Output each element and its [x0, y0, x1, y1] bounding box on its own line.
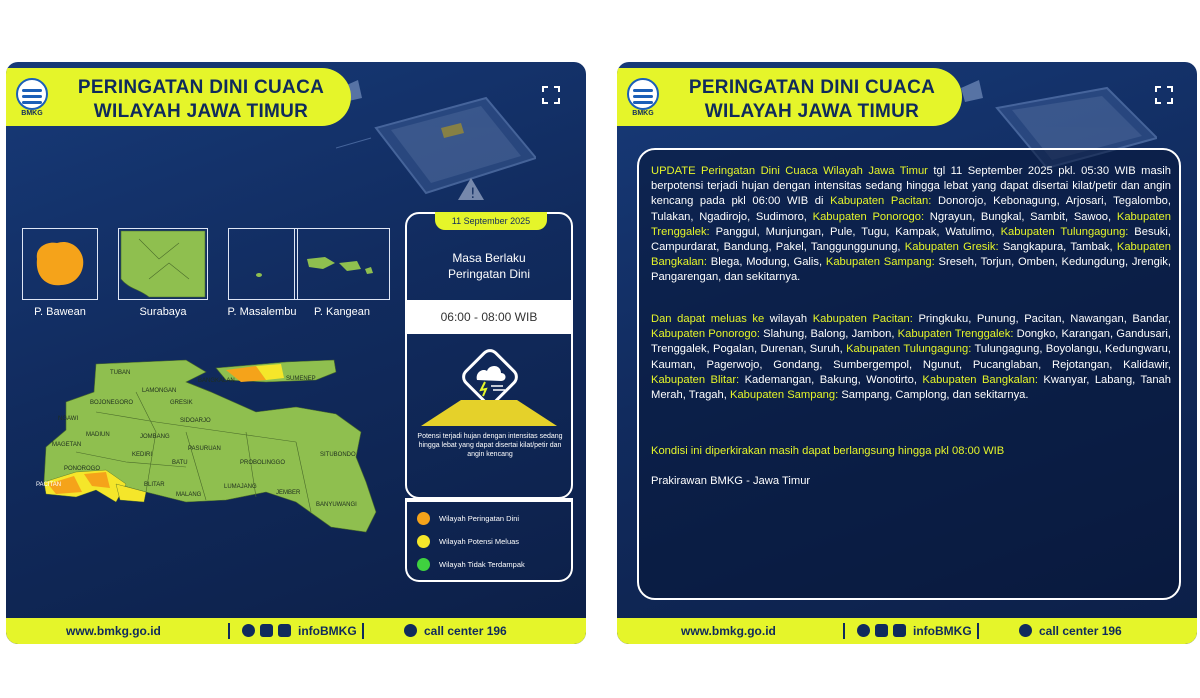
highlight-text: Kabupaten Ponorogo: [812, 210, 925, 223]
region-label: GRESIK [170, 400, 193, 406]
inset-label: P. Masalembu [227, 306, 297, 318]
website-link[interactable]: www.bmkg.go.id [681, 624, 776, 638]
inset-label: P. Kangean [313, 306, 371, 318]
region-label: LUMAJANG [224, 484, 257, 490]
region-label: PROBOLINGGO [240, 460, 286, 466]
inset-label: P. Bawean [34, 306, 86, 318]
youtube-icon[interactable] [278, 624, 291, 637]
region-label: SITUBONDO [320, 452, 356, 458]
region-label: JOMBANG [140, 434, 170, 440]
body-text: Sampang, Camplong, dan sekitarnya. [838, 389, 1029, 402]
call-center[interactable]: call center 196 [424, 624, 507, 638]
website-link[interactable]: www.bmkg.go.id [66, 624, 161, 638]
highlight-text: Kabupaten Pacitan: [830, 195, 932, 208]
light-beam [421, 400, 557, 426]
body-text: wilayah [764, 313, 813, 325]
inset-bawean [22, 228, 98, 300]
expand-icon[interactable] [1155, 86, 1173, 104]
highlight-text: UPDATE Peringatan Dini Cuaca Wilayah Jawa Timur [651, 165, 928, 177]
date-badge: 11 September 2025 [435, 212, 547, 230]
social-handle[interactable]: infoBMKG [913, 624, 972, 638]
body-text: Panggul, Munjungan, Pule, Tugu, Kampak, Watulimo, [709, 225, 1001, 238]
potential-description: Potensi terjadi hujan dengan intensitas sedang hingga lebat yang dapat disertai kilat/petir dan angin kencang [417, 433, 563, 458]
highlight-text: Kabupaten Bangkalan: [922, 373, 1038, 386]
highlight-text: Kabupaten Trenggalek: [651, 210, 1171, 238]
highlight-text: Kabupaten Blitar: [651, 373, 740, 386]
region-label: LAMONGAN [142, 388, 177, 394]
highlight-text: Kabupaten Tulungagung: [846, 343, 972, 356]
facebook-icon[interactable] [242, 624, 255, 637]
body-text: Pringkuku, Punung, Pacitan, Nawangan, Bandar, [912, 313, 1171, 325]
highlight-text: Kabupaten Bangkalan: [651, 241, 1171, 269]
body-text: Donorojo, Kebonagung, Arjosari, Tegalombo, Tulakan, Ngadirojo, Sudimoro, [651, 195, 1171, 223]
region-label: JEMBER [276, 490, 301, 496]
body-text: Ngrayun, Bungkal, Sambit, Sawoo, [924, 210, 1117, 223]
region-label: SUMENEP [286, 376, 316, 382]
legend-dot-yellow [417, 535, 430, 548]
phone-icon [404, 624, 417, 637]
body-text: Blega, Modung, Galis, [706, 256, 826, 269]
inset-surabaya [118, 228, 208, 300]
region-label: KEDIRI [132, 452, 153, 458]
call-center[interactable]: call center 196 [1039, 624, 1122, 638]
highlight-text: Kabupaten Gresik: [904, 241, 999, 254]
legend-dot-green [417, 558, 430, 571]
instagram-icon[interactable] [875, 624, 888, 637]
signature: Prakirawan BMKG - Jawa Timur [651, 475, 811, 487]
facebook-icon[interactable] [857, 624, 870, 637]
bmkg-logo: BMKG [14, 78, 50, 124]
page-title: PERINGATAN DINI CUACA WILAYAH JAWA TIMUR [77, 77, 325, 122]
region-label: SIDOARJO [180, 418, 211, 424]
body-text: Kademangan, Bakung, Wonotirto, [739, 373, 923, 386]
body-text: Dongko, Karangan, Gandusari, Trenggalek, Pogalan, Durenan, Suruh, [651, 328, 1171, 356]
body-text: tgl 11 September 2025 pkl. 05:30 WIB masih berpotensi terjadi hujan dengan intensitas sedang hingga lebat yang dapat disertai kilat/petir dan angin kencang pada pkl 06:00 WIB di [651, 165, 1171, 208]
body-text: Sreseh, Torjun, Omben, Kedungdung, Jrengik, Pangarengan, dan sekitarnya. [651, 256, 1172, 284]
warning-text-panel [637, 148, 1181, 600]
footer-bar [6, 618, 586, 644]
expand-icon[interactable] [542, 86, 560, 104]
highlight-text: Kabupaten Sampang: [825, 256, 935, 269]
title-banner [6, 68, 351, 126]
region-label: PACITAN [36, 482, 62, 488]
region-label: MALANG [176, 492, 202, 498]
phone-icon [1019, 624, 1032, 637]
map-legend: Wilayah Peringatan Dini Wilayah Potensi Meluas Wilayah Tidak Terdampak [405, 498, 573, 582]
region-label: TUBAN [110, 370, 131, 376]
body-text: Sangkapura, Tambak, [998, 241, 1117, 254]
highlight-text: Kabupaten Pacitan: [812, 313, 913, 325]
region-label: PONOROGO [64, 466, 101, 472]
region-label: BANGKALAN [198, 378, 235, 384]
validity-panel [405, 212, 573, 499]
body-text: Tulungagung, Boyolangu, Kedungwaru, Kauman, Pagerwojo, Gondang, Sumbergempol, Ngunut, Pucanglaban, Rejotangan, Kalidawir, [651, 343, 1171, 371]
validity-time: 06:00 - 08:00 WIB [405, 300, 573, 334]
svg-text:!: ! [470, 186, 476, 202]
highlight-text: Kabupaten Tulungagung: [1000, 225, 1129, 238]
title-banner [617, 68, 962, 126]
region-label: BANYUWANGI [316, 502, 357, 508]
social-handle[interactable]: infoBMKG [298, 624, 357, 638]
inset-masalembu [228, 228, 298, 300]
region-label: BOJONEGORO [90, 400, 134, 406]
bmkg-logo: BMKG [625, 78, 661, 124]
duration-note: Kondisi ini diperkirakan masih dapat berlangsung hingga pkl 08:00 WIB [651, 445, 1005, 457]
tablet-illustration [336, 68, 536, 218]
youtube-icon[interactable] [893, 624, 906, 637]
infographic-text-card [617, 62, 1197, 644]
footer-bar [617, 618, 1197, 644]
highlight-text: Kabupaten Sampang: [729, 389, 839, 402]
legend-dot-orange [417, 512, 430, 525]
region-label: PASURUAN [188, 446, 221, 452]
highlight-text: Dan dapat meluas ke [651, 313, 765, 325]
highlight-text: Kabupaten Trenggalek: [897, 328, 1014, 341]
region-label: NGAWI [58, 416, 79, 422]
instagram-icon[interactable] [260, 624, 273, 637]
page-title: PERINGATAN DINI CUACA WILAYAH JAWA TIMUR [688, 77, 936, 122]
region-label: BATU [172, 460, 188, 466]
region-label: MAGETAN [52, 442, 82, 448]
body-text: Slahung, Balong, Jambon, [759, 328, 898, 341]
infographic-map-card [6, 62, 586, 644]
highlight-text: Kabupaten Ponorogo: [651, 328, 760, 341]
expansion-paragraph [651, 312, 1171, 403]
inset-kangean [294, 228, 390, 300]
body-text: Besuki, Campurdarat, Bandung, Pakel, Tanggunggunung, [651, 225, 1171, 254]
validity-heading: Masa Berlaku Peringatan Dini [447, 251, 531, 281]
warning-paragraph [651, 164, 1171, 286]
region-label: BLITAR [144, 482, 165, 488]
inset-label: Surabaya [139, 306, 187, 318]
region-label: MADIUN [86, 432, 110, 438]
body-text: Kwanyar, Labang, Tanah Merah, Tragah, [651, 373, 1171, 402]
